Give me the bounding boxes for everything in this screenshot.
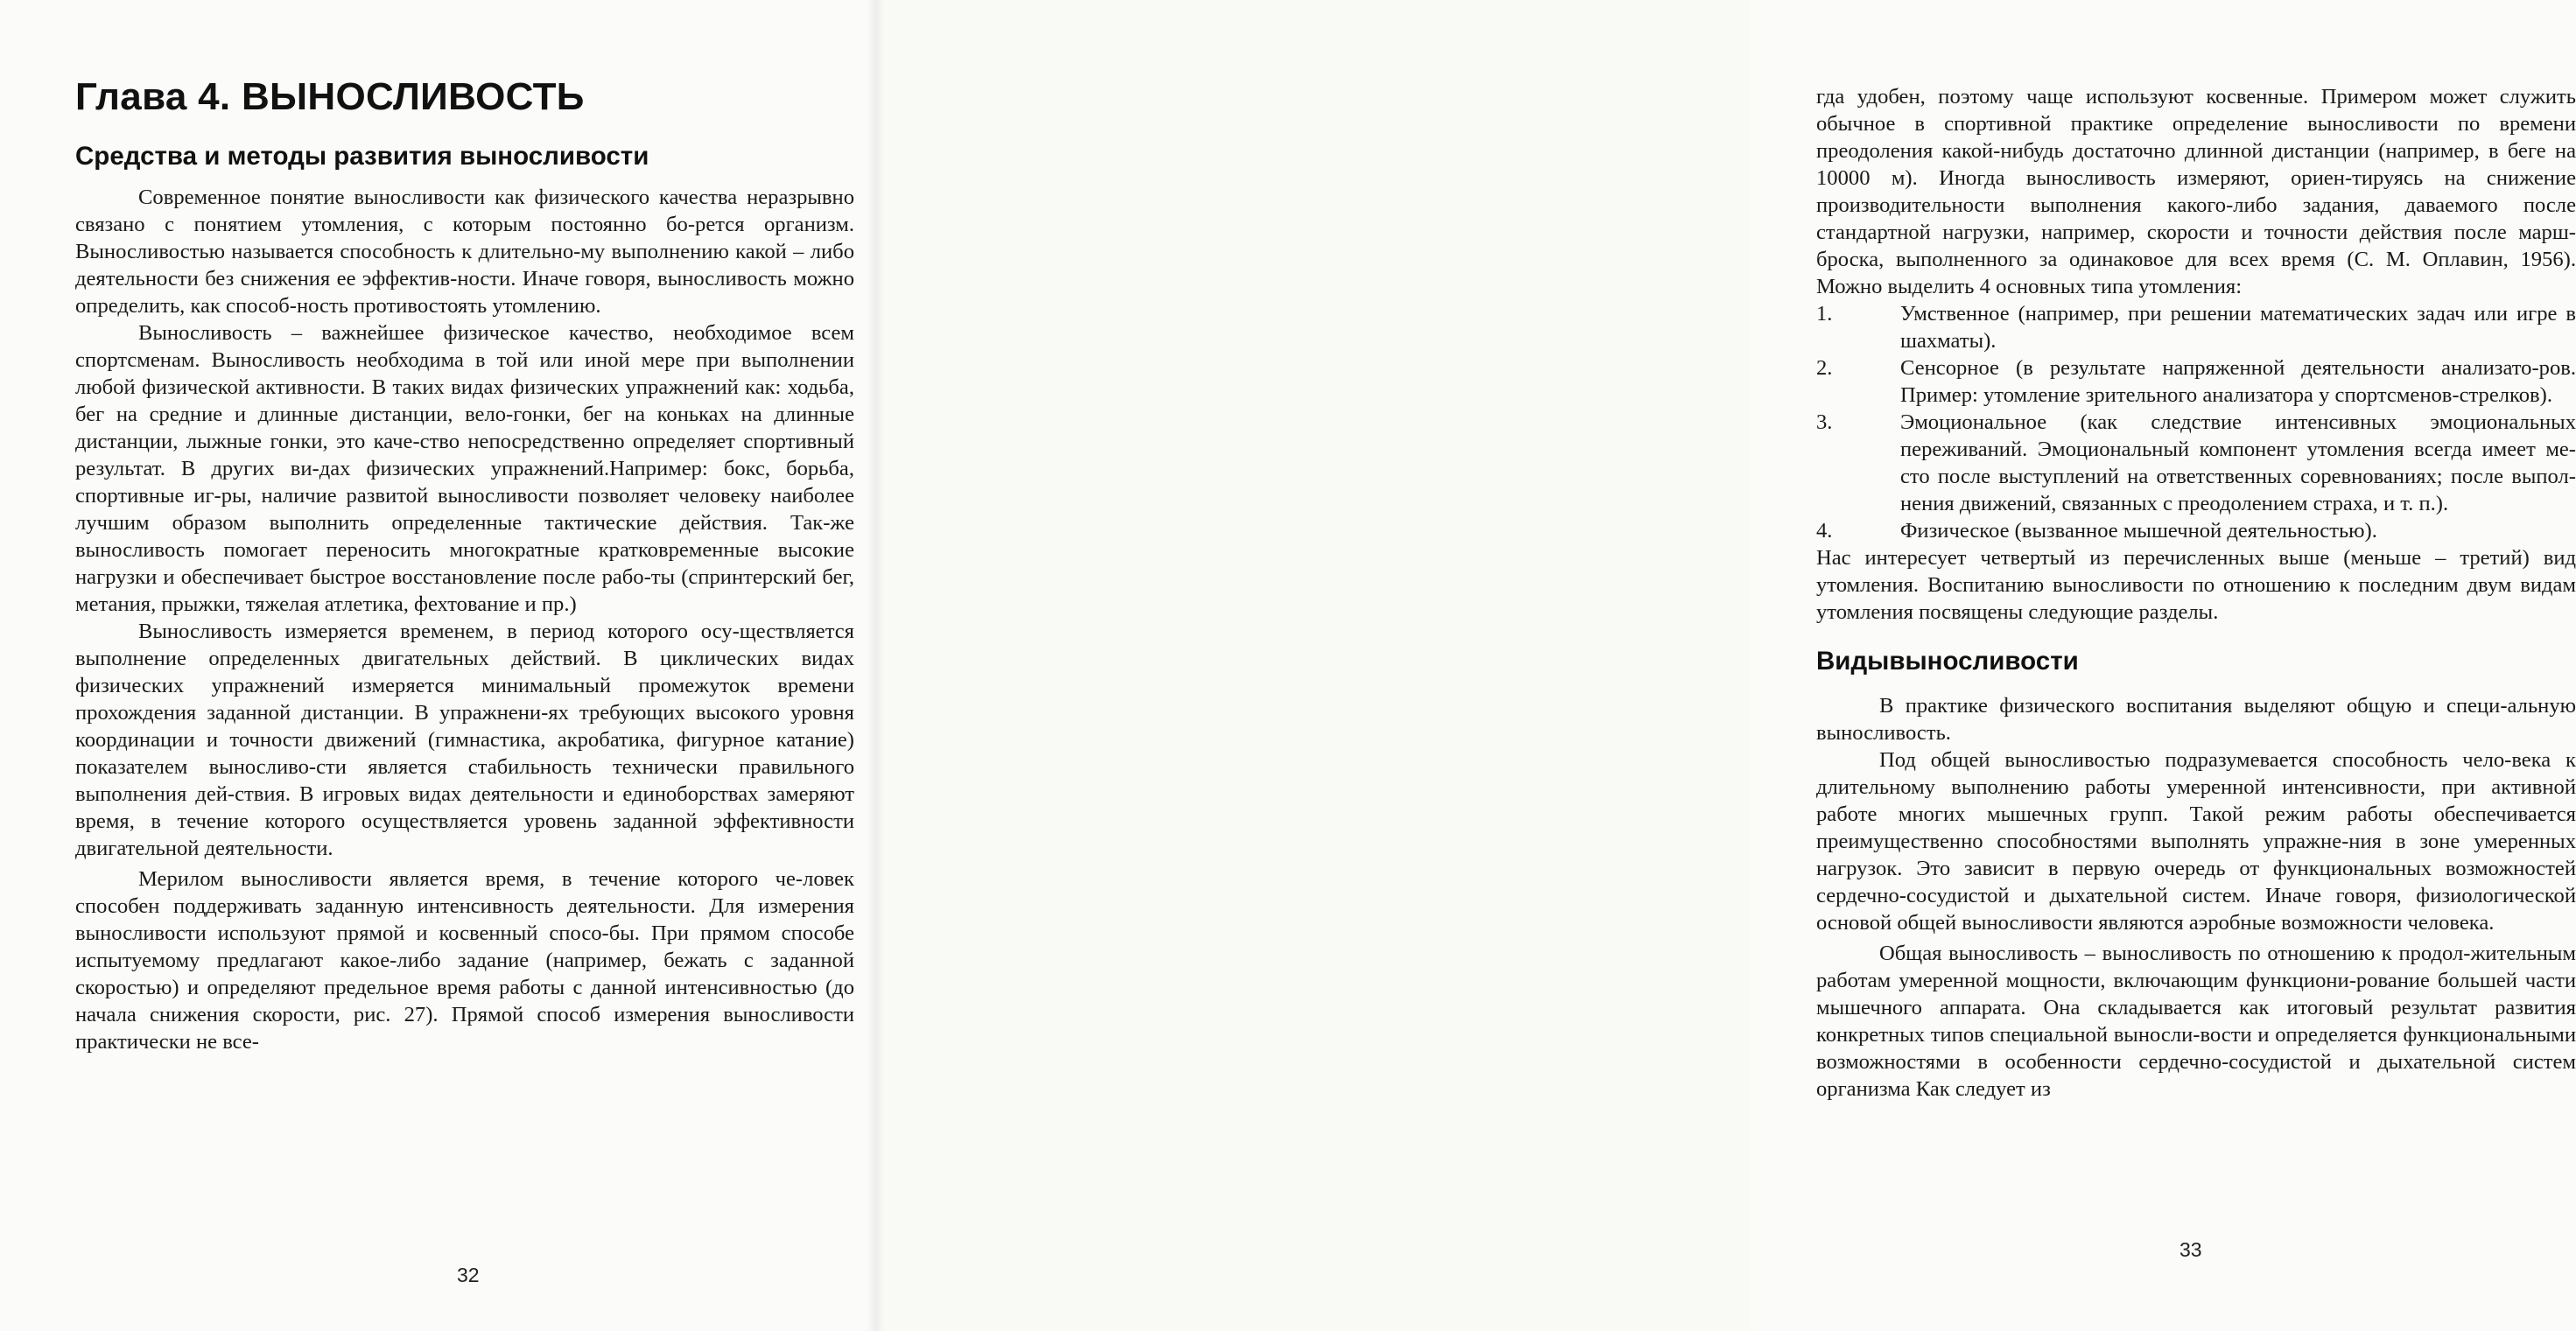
list-item <box>1816 354 2576 409</box>
paragraph: Мерилом выносливости является время, в течение которого че-ловек способен поддерживать заданную интенсивность деятельности. Для измерения выносливости используют прямой и косвенный спосо-бы. При прямом способе испытуемому предлагают какое-либо задание (например, бежать с заданной скоростью) и определяют предельное время работы с данной интенсивностью (до начала снижения скорости, рис. 27). Прямой способ измерения выносливости практически не все- <box>75 867 854 1054</box>
right-column <box>1816 83 2576 1103</box>
list-item-number: 3. <box>1816 410 1833 434</box>
chapter-title: Глава 4. ВЫНОСЛИВОСТЬ <box>75 75 585 118</box>
page-number-left: 32 <box>457 1264 480 1286</box>
list-item <box>1816 409 2576 517</box>
list-item-text: Физическое (вызванное мышечной деятельностью). <box>1900 519 2377 543</box>
list-item-text: Эмоциональное (как следствие интенсивных эмоциональных переживаний. Эмоциональный компонент утомления всегда имеет ме-сто после выступлений на ответственных соревнованиях; после выпол-нения движений, связанных с преодолением страха, и т. п.). <box>1900 410 2576 515</box>
paragraph: Под общей выносливостью подразумевается способность чело-века к длительному выполнению работы умеренной интенсивности, при активной работе многих мышечных групп. Такой режим работы обеспечивается преимущественно способностями выполнять упражне-ния в зоне умеренных нагрузок. Это зависит в первую очередь от функциональных возможностей сердечно-сосудистой и дыхательной систем. Иначе говоря, физиологической основой общей выносливости являются аэробные возможности человека. <box>1816 748 2576 935</box>
section-title-means-methods: Средства и методы развития выносливости <box>75 142 649 171</box>
paragraph: Выносливость измеряется временем, в период которого осу-ществляется выполнение определенных двигательных действий. В циклических видах физических упражнений измеряется минимальный промежуток времени прохождения заданной дистанции. В упражнени-ях требующих высокого уровня координации и точности движений (гимнастика, акробатика, фигурное катание) показателем выносливо-сти является стабильность технически правильного выполнения дей-ствия. В игровых видах деятельности и единоборствах замеряют время, в течение которого осуществляется уровень заданной эффективности двигательной деятельности. <box>75 620 854 860</box>
paragraph: Общая выносливость – выносливость по отношению к продол-жительным работам умеренной мощности, включающим функциони-рование большей части мышечного аппарата. Она складывается как итоговый результат развития конкретных типов специальной выносли-вости и определяется функциональными возможностями в особенности сердечно-сосудистой и дыхательной систем организма Как следует из <box>1816 942 2576 1101</box>
left-column <box>75 75 854 1055</box>
list-item-text: Сенсорное (в результате напряженной деятельности анализато-ров. Пример: утомление зрительного анализатора у спортсменов-стрелков). <box>1900 356 2576 407</box>
section-title-types: Видывыносливости <box>1816 647 2079 676</box>
page-right <box>875 0 2576 1331</box>
paragraph-continuation: гда удобен, поэтому чаще используют косвенные. Примером может служить обычное в спортивной практике определение выносливости по времени преодоления какой-нибудь достаточно длинной дистанции (например, в беге на 10000 м). Иногда выносливость измеряют, ориен-тируясь на снижение производительности выполнения какого-либо задания, даваемого после стандартной нагрузки, например, скорости и точности действия после марш-броска, выполненного за одинаковое для всех время (С. М. Оплавин, 1956). Можно выделить 4 основных типа утомления: <box>1816 85 2576 298</box>
list-item-text: Умственное (например, при решении математических задач или игре в шахматы). <box>1900 302 2576 353</box>
list-item-number: 4. <box>1816 519 1833 543</box>
paragraph: Современное понятие выносливости как физического качества неразрывно связано с понятием утомления, с которым постоянно бо-рется организм. Выносливостью называется способность к длительно-му выполнению какой – либо деятельности без снижения ее эффектив-ности. Иначе говоря, выносливость можно определить, как способ-ность противостоять утомлению. <box>75 186 854 318</box>
paragraph: Выносливость – важнейшее физическое качество, необходимое всем спортсменам. Выносливость необходима в той или иной мере при выполнении любой физической активности. В таких видах физических упражнений как: ходьба, бег на средние и длинные дистанции, вело-гонки, бег на коньках на длинные дистанции, лыжные гонки, это каче-ство непосредственно определяет спортивный результат. В других ви-дах физических упражнений.Например: бокс, борьба, спортивные иг-ры, наличие развитой выносливости позволяет человеку наиболее лучшим образом выполнить определенные тактические действия. Так-же выносливость помогает переносить многократные кратковременные высокие нагрузки и обеспечивает быстрое восстановление после рабо-ты (спринтерский бег, метания, прыжки, тяжелая атлетика, фехтование и пр.) <box>75 321 854 616</box>
list-item <box>1816 300 2576 354</box>
list-item-number: 2. <box>1816 356 1833 380</box>
paragraph: В практике физического воспитания выделяют общую и специ-альную выносливость. <box>1816 694 2576 745</box>
list-item-number: 1. <box>1816 302 1833 326</box>
page-number-right: 33 <box>2179 1238 2202 1261</box>
list-item <box>1816 517 2576 544</box>
page-left <box>0 0 875 1331</box>
paragraph: Нас интересует четвертый из перечисленных выше (меньше – третий) вид утомления. Воспитанию выносливости по отношению к последним двум видам утомления посвящены следующие разделы. <box>1816 546 2576 624</box>
book-gutter <box>867 0 884 1331</box>
